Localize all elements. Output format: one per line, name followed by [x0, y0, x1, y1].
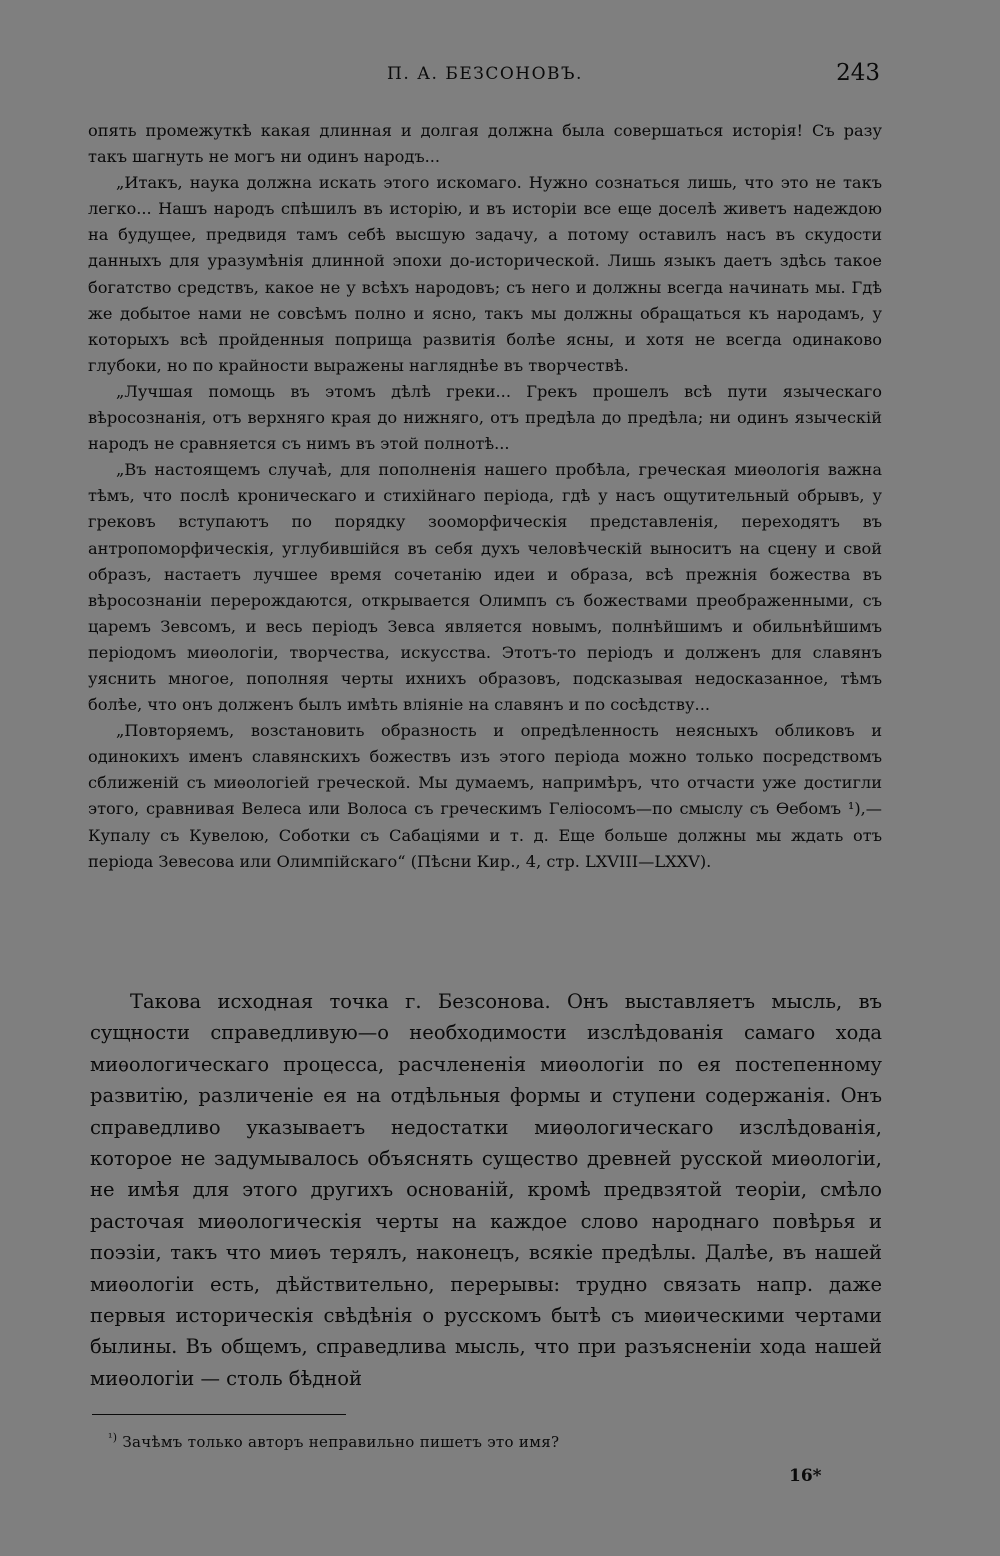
footnote-text: Зачѣмъ только авторъ неправильно пишетъ это имя? [122, 1433, 560, 1451]
footnote-marker: ¹) [108, 1431, 118, 1444]
footnote-rule [92, 1414, 346, 1415]
quote-paragraph: „Въ настоящемъ случаѣ, для пополненія нашего пробѣла, греческая миѳологія важна тѣмъ, что послѣ кроническаго и стихійнаго періода, гдѣ у насъ ощутительный обрывъ, у грековъ вступаютъ по порядку зооморфическія представленія, переходятъ въ антропоморфическія, углубившійся въ себя духъ человѣческій выноситъ на сцену и свой образъ, настаетъ лучшее время сочетанію идеи и образа, всѣ прежнія божества въ вѣросознаніи перерождаются, открывается Олимпъ съ божествами преображенными, съ царемъ Зевсомъ, и весь періодъ Зевса является новымъ, полнѣйшимъ и обильнѣйшимъ періодомъ миѳологіи, творчества, искусства. Этотъ-то періодъ и долженъ для славянъ уяснить многое, пополняя черты ихнихъ образовъ, подсказывая недосказанное, тѣмъ болѣе, что онъ долженъ былъ имѣть вліяніе на славянъ и по сосѣдству... [88, 460, 882, 715]
quote-paragraph: „Лучшая помощь въ этомъ дѣлѣ греки... Грекъ прошелъ всѣ пути языческаго вѣросознанія, отъ верхняго края до нижняго, отъ предѣла до предѣла; ни одинъ языческій народъ не сравняется съ нимъ въ этой полнотѣ... [88, 381, 882, 454]
page-header [90, 60, 880, 90]
signature-mark: 16* [789, 1466, 822, 1486]
footnote [108, 1431, 868, 1451]
running-title: П. А. БЕЗСОНОВЪ. [387, 64, 583, 84]
quoted-passage [88, 118, 882, 875]
quote-paragraph: „Итакъ, наука должна искать этого искомаго. Нужно сознаться лишь, что это не такъ легко... Нашъ народъ спѣшилъ въ исторію, и въ исторіи все еще доселѣ живетъ надеждою на будущее, предвидя тамъ себѣ высшую задачу, а потому оставилъ насъ въ скудости данныхъ для уразумѣнія длинной эпохи до-исторической. Лишь языкъ даетъ здѣсь такое богатство средствъ, какое не у всѣхъ народовъ; съ него и должны всегда начинать мы. Гдѣ же добытое нами не совсѣмъ полно и ясно, такъ мы должны обращаться къ народамъ, у которыхъ всѣ пройденныя поприща развитія болѣе ясны, и хотя не всегда одинаково глубоки, но по крайности выражены нагляднѣе въ творчествѣ. [88, 173, 882, 375]
quote-paragraph: опять промежуткѣ какая длинная и долгая должна была совершаться исторія! Съ разу такъ шагнуть не могъ ни одинъ народъ... [88, 121, 882, 167]
body-paragraph: Такова исходная точка г. Безсонова. Онъ выставляетъ мысль, въ сущности справедливую—о необходимости изслѣдованія самаго хода миѳологическаго процесса, расчлененія миѳологіи по ея постепенному развитію, различеніе ея на отдѣльныя формы и ступени содержанія. Онъ справедливо указываетъ недостатки миѳологическаго изслѣдованія, которое не задумывалось объяснять существо древней русской миѳологіи, не имѣя для этого другихъ основаній, кромѣ предвзятой теоріи, смѣло расточая миѳологическія черты на каждое слово народнаго повѣрья и поэзіи, такъ что миѳъ терялъ, наконецъ, всякіе предѣлы. Далѣе, въ нашей миѳологіи есть, дѣйствительно, перерывы: трудно связать напр. даже первыя историческія свѣдѣнія о русскомъ бытѣ съ миѳическими чертами былины. Въ общемъ, справедлива мысль, что при разъясненіи хода нашей миѳологіи — столь бѣдной [90, 990, 882, 1390]
quote-paragraph: „Повторяемъ, возстановить образность и опредѣленность неясныхъ обликовъ и одинокихъ именъ славянскихъ божествъ изъ этого періода можно только посредствомъ сближеній съ миѳологіей греческой. Мы думаемъ, напримѣръ, что отчасти уже достигли этого, сравнивая Велеса или Волоса съ греческимъ Геліосомъ—по смыслу съ Ѳебомъ ¹),—Купалу съ Кувелою, Соботки съ Сабаціями и т. д. Еще больше должны мы ждать отъ періода Зевесова или Олимпійскаго“ (Пѣсни Кир., 4, стр. LXVIII—LXXV). [88, 721, 882, 871]
page-number: 243 [836, 60, 880, 86]
